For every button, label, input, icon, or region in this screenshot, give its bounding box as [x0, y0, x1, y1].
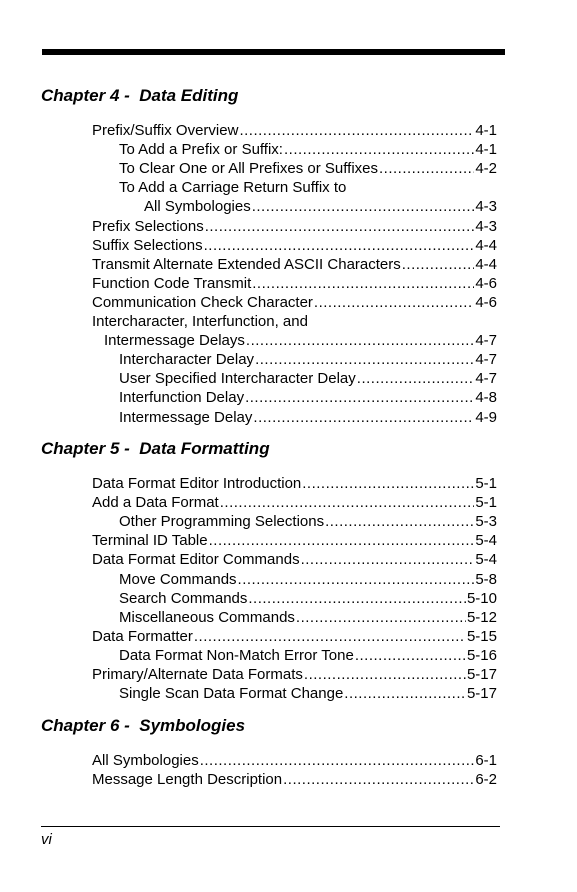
toc-dot-leader [248, 589, 466, 608]
toc-entry-page: 5-4 [475, 551, 497, 569]
toc-entry-title: Data Format Editor Commands [92, 551, 300, 569]
toc-dot-leader [379, 159, 474, 178]
toc-entry-page: 5-10 [466, 589, 497, 607]
toc-entry-page: 4-6 [475, 274, 497, 292]
toc-entry-page: 4-7 [475, 370, 497, 388]
toc-entry [119, 388, 497, 407]
toc-dot-leader [296, 608, 466, 627]
toc-entry-title: Primary/Alternate Data Formats [92, 666, 303, 683]
toc-dot-leader [239, 121, 474, 140]
toc-entry-title: Single Scan Data Format Change [119, 685, 344, 703]
toc-entry-page: 4-4 [475, 236, 497, 254]
toc-entry-page: 5-8 [475, 570, 497, 588]
toc-entry [119, 684, 497, 703]
toc-entry-title: All Symbologies [92, 752, 199, 769]
toc-dot-leader [194, 627, 466, 646]
toc-entry [119, 140, 497, 159]
toc-dot-leader [252, 274, 474, 293]
toc-dot-leader [355, 646, 466, 665]
toc-entry-page: 4-7 [475, 332, 497, 350]
toc-entry-page: 5-17 [466, 666, 497, 683]
toc-entry-page: 4-1 [475, 122, 497, 139]
toc-entry-title: Intercharacter, Interfunction, and [92, 313, 308, 330]
toc-entry-title: To Add a Prefix or Suffix: [119, 141, 283, 159]
toc-entry-title: Prefix/Suffix Overview [92, 122, 239, 139]
toc-dot-leader [246, 331, 474, 350]
toc-entry-page: 5-17 [466, 685, 497, 703]
toc-entry [92, 274, 497, 293]
toc-entry-page: 4-8 [475, 389, 497, 407]
toc-entry-title: All Symbologies [144, 198, 251, 216]
toc-entry [92, 770, 497, 789]
toc-entry-page: 6-2 [475, 771, 497, 789]
toc-dot-leader [304, 665, 466, 684]
toc-entry-title: Data Formatter [92, 627, 193, 645]
toc-entry-title: Prefix Selections [92, 217, 204, 235]
toc-entry-page: 5-1 [475, 494, 497, 512]
toc-entry-title: Message Length Description [92, 771, 283, 789]
toc-dot-leader [402, 255, 475, 274]
toc-entry-title: User Specified Intercharacter Delay [119, 370, 356, 388]
toc-entry [119, 178, 497, 197]
toc-dot-leader [301, 550, 475, 569]
toc-dot-leader [205, 217, 475, 236]
toc-entry-page: 4-6 [475, 293, 497, 311]
toc-entry-title: Data Format Non-Match Error Tone [119, 646, 354, 664]
toc-dot-leader [209, 531, 475, 550]
toc-entry-title: Data Format Editor Introduction [92, 475, 302, 492]
toc-entry [119, 589, 497, 608]
toc-dot-leader [283, 770, 474, 789]
toc-entry [119, 159, 497, 178]
toc-entry [92, 236, 497, 255]
toc-entry [92, 121, 497, 140]
toc-entry [92, 493, 497, 512]
toc-entry-page: 5-3 [475, 513, 497, 531]
toc-dot-leader [245, 388, 474, 407]
toc-entry-title: Intercharacter Delay [119, 351, 255, 369]
toc-dot-leader [284, 140, 474, 159]
toc-entry-page: 5-15 [466, 627, 497, 645]
toc-entry [119, 408, 497, 427]
chapter-5-heading: Chapter 5 - Data Formatting [41, 439, 270, 458]
toc-entry-page: 5-4 [475, 532, 497, 550]
toc-entry [104, 331, 497, 350]
toc-entry [119, 369, 497, 388]
toc-dot-leader [238, 570, 475, 589]
toc-entry [92, 531, 497, 550]
toc-entry-title: Function Code Transmit [92, 274, 252, 292]
toc-entry-page: 6-1 [475, 752, 497, 769]
toc-entry [119, 350, 497, 369]
toc-entry-page: 4-4 [475, 255, 497, 273]
toc-entry-title: Intermessage Delays [104, 332, 245, 350]
toc-dot-leader [325, 512, 474, 531]
toc-entry [92, 217, 497, 236]
toc-entry [119, 512, 497, 531]
toc-entry-title: Terminal ID Table [92, 532, 208, 550]
toc-dot-leader [200, 751, 475, 770]
toc-dot-leader [220, 493, 475, 512]
footer-rule [41, 826, 500, 827]
toc-entry [119, 608, 497, 627]
toc-entry [92, 550, 497, 569]
toc-entry-page: 4-7 [475, 351, 497, 369]
chapter-4-heading: Chapter 4 - Data Editing [41, 86, 239, 105]
toc-entry [92, 474, 497, 493]
toc-entry-page: 4-2 [475, 160, 497, 178]
toc-entry-title: To Add a Carriage Return Suffix to [119, 179, 347, 197]
toc-dot-leader [344, 684, 466, 703]
toc-entry-page: 5-12 [466, 608, 497, 626]
toc-entry-title: To Clear One or All Prefixes or Suffixes [119, 160, 378, 178]
top-rule [42, 49, 505, 55]
toc-dot-leader [253, 408, 474, 427]
chapter-6-heading: Chapter 6 - Symbologies [41, 716, 246, 735]
toc-dot-leader [357, 369, 475, 388]
toc-entry-page: 4-3 [475, 198, 497, 216]
toc-dot-leader [255, 350, 474, 369]
toc-entry [119, 570, 497, 589]
toc-entry [92, 665, 497, 684]
footer-page-number: vi [41, 831, 52, 848]
toc-entry-title: Intermessage Delay [119, 408, 253, 426]
toc-entry-title: Miscellaneous Commands [119, 608, 295, 626]
toc-entry [92, 293, 497, 312]
toc-entry-title: Search Commands [119, 589, 248, 607]
toc-entry [144, 197, 497, 216]
toc-entry [92, 255, 497, 274]
toc-entry [119, 646, 497, 665]
toc-entry-page: 4-9 [475, 408, 497, 426]
toc-entry-title: Suffix Selections [92, 236, 203, 254]
toc-entry-title: Move Commands [119, 570, 237, 588]
toc-dot-leader [204, 236, 475, 255]
toc-entry-page: 4-3 [475, 217, 497, 235]
toc-entry-title: Communication Check Character [92, 293, 313, 311]
toc-dot-leader [302, 474, 474, 493]
toc-entry [92, 627, 497, 646]
toc-entry [92, 751, 497, 770]
toc-dot-leader [314, 293, 474, 312]
toc-entry [92, 312, 497, 331]
toc-entry-title: Transmit Alternate Extended ASCII Characters [92, 255, 401, 273]
toc-entry-page: 4-1 [475, 141, 497, 159]
toc-entry-title: Add a Data Format [92, 494, 219, 512]
toc-entry-page: 5-16 [466, 646, 497, 664]
toc-entry-page: 5-1 [475, 475, 497, 492]
toc-entry-title: Interfunction Delay [119, 389, 245, 407]
toc-dot-leader [252, 197, 475, 216]
toc-entry-title: Other Programming Selections [119, 513, 325, 531]
